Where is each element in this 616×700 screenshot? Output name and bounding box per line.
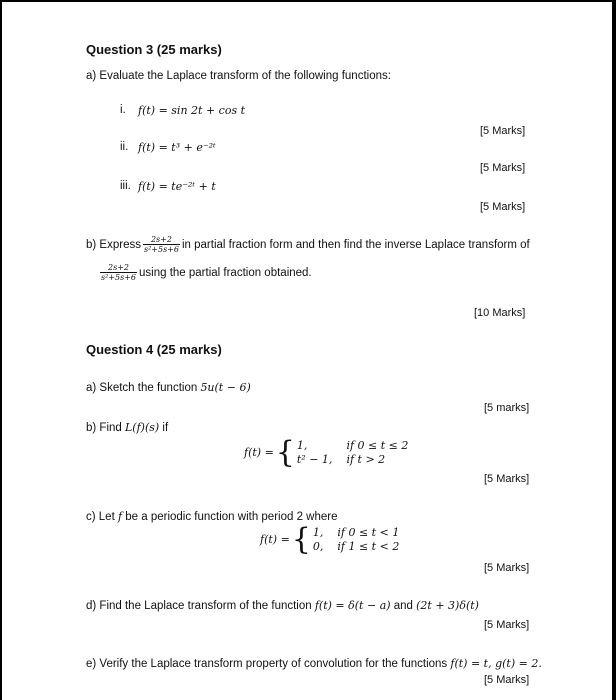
q3-item-2-expr: f(t) = t³ + e⁻²ᵗ: [138, 141, 216, 154]
q3-b-prefix: b) Express: [86, 238, 141, 251]
q4-a-line: [86, 381, 251, 394]
q3-b-fraction: [143, 235, 180, 254]
q4-a-prefix: a) Sketch the function: [86, 382, 198, 394]
q4-e-line: [86, 657, 542, 670]
q4-c-piecewise: [260, 521, 400, 557]
q3-item-3-label: iii.: [120, 180, 131, 192]
q3-title: Question 3 (25 marks): [86, 42, 222, 57]
q4-c-f: f: [117, 510, 123, 523]
q4-e-marks: [5 Marks]: [484, 674, 530, 686]
q3-item-2-marks: [5 Marks]: [480, 162, 526, 174]
q3-item-1-expr: f(t) = sin 2t + cos t: [138, 104, 246, 117]
q3-item-1-label: i.: [120, 104, 126, 116]
q4-e-text: e) Verify the Laplace transform property of convolution for the functions: [86, 658, 448, 670]
q4-d-and: and: [393, 600, 413, 612]
q4-b-line: [86, 421, 168, 434]
q3-b-line-1: [86, 235, 530, 254]
q4-b-marks: [5 Marks]: [484, 473, 530, 485]
q4-b-case-1-value: 1,: [296, 439, 308, 452]
q3-a-prompt: a) Evaluate the Laplace transform of the following functions:: [86, 70, 391, 82]
q4-e-expr: f(t) = t, g(t) = 2.: [450, 657, 542, 670]
q3-item-1-marks: [5 Marks]: [480, 125, 526, 137]
q3-b-frac2-num: 2s+2: [100, 263, 137, 273]
q4-b-expr: L(f)(s): [125, 421, 160, 434]
q3-b-line-2: [98, 263, 312, 282]
q3-b-frac2-den: s²+5s+6: [101, 273, 137, 282]
q3-item-2-label: ii.: [120, 141, 129, 153]
q3-item-3-marks: [5 Marks]: [480, 201, 526, 213]
q4-b-lhs: f(t) =: [244, 446, 274, 459]
q4-c-prefix: c) Let: [86, 511, 115, 523]
q4-c-case-1-value: 1,: [312, 526, 324, 539]
q4-b-brace: {: [275, 434, 295, 470]
q4-d-text: d) Find the Laplace transform of the function: [86, 600, 312, 612]
q3-b-fraction-2: [100, 263, 137, 282]
q4-d-expr-2: (2t + 3)δ(t): [416, 599, 479, 612]
q4-a-expr: 5u(t − 6): [200, 381, 251, 394]
q4-d-marks: [5 Marks]: [484, 619, 530, 631]
q4-b-suffix: if: [162, 422, 169, 434]
q4-b-piecewise: [244, 434, 409, 470]
q4-c-brace: {: [291, 521, 311, 557]
q4-b-case-2-value: t² − 1,: [296, 453, 333, 466]
q4-b-case-1-cond: if 0 ≤ t ≤ 2: [346, 439, 409, 452]
q3-b-marks: [10 Marks]: [474, 307, 526, 319]
q4-a-marks: [5 marks]: [484, 402, 530, 414]
q3-b-frac-num: 2s+2: [143, 235, 180, 245]
q4-c-cases: [313, 526, 399, 553]
q4-b-cases: [297, 439, 408, 466]
question-sheet: [2, 2, 612, 700]
q4-c-case-2-cond: if 1 ≤ t < 2: [337, 540, 400, 553]
q3-b-frac-den: s²+5s+6: [143, 245, 179, 254]
q3-item-3-expr: f(t) = te⁻²ᵗ + t: [138, 180, 216, 193]
q4-b-prefix: b) Find: [86, 422, 122, 434]
q4-d-line: [86, 599, 479, 612]
q4-d-expr-1: f(t) = δ(t − a): [314, 599, 391, 612]
q4-title: Question 4 (25 marks): [86, 342, 222, 357]
q4-c-marks: [5 Marks]: [484, 562, 530, 574]
q4-c-case-1-cond: if 0 ≤ t < 1: [337, 526, 400, 539]
q3-b-text-1: in partial fraction form and then find the inverse Laplace transform of: [181, 238, 530, 251]
q4-b-case-2-cond: if t > 2: [346, 453, 386, 466]
q4-c-lhs: f(t) =: [260, 533, 290, 546]
q3-b-text-2: using the partial fraction obtained.: [139, 266, 312, 279]
q4-c-suffix: be a periodic function with period 2 where: [125, 511, 338, 523]
q4-c-case-2-value: 0,: [312, 540, 324, 553]
